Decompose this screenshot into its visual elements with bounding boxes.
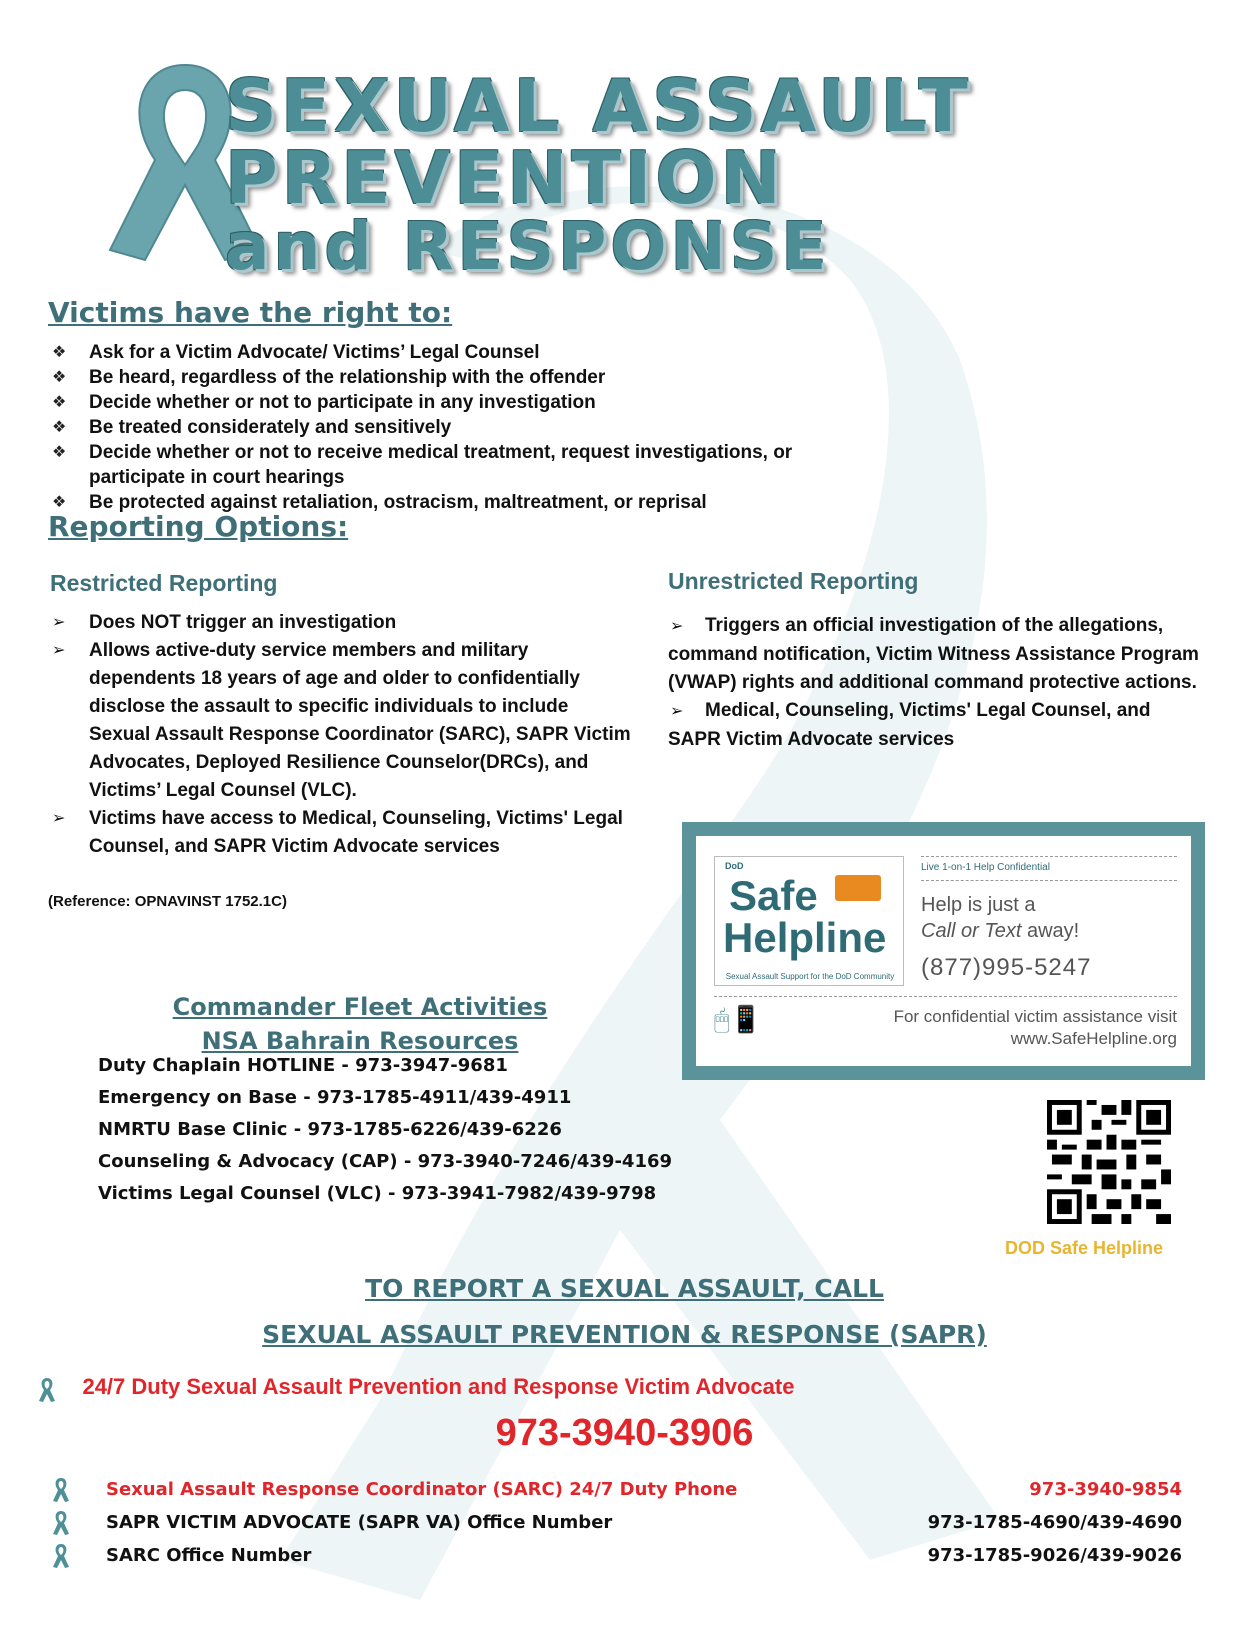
restricted-reporting-title: Restricted Reporting [50, 570, 278, 596]
arrow-bullet-icon: ➢ [670, 618, 684, 635]
arrow-bullet-icon: ➢ [52, 614, 66, 631]
teal-ribbon-icon [38, 1377, 56, 1403]
diamond-bullet-icon: ❖ [52, 444, 67, 461]
phone-row-sapr-va [52, 1508, 1182, 1540]
diamond-bullet-icon: ❖ [52, 369, 67, 386]
phone-number[interactable]: 973-1785-4690/439-4690 [927, 1512, 1182, 1533]
list-item: ➢ Allows active-duty service members and military dependents 18 years of age and older to confidentially disclose the assault to specific individuals to include Sexual Assault Response Coordinator (SARC), SAPR Victim Advocates, Deployed Resilience Counselor(DRCs), and Victims’ Legal Counsel (VLC). [52, 637, 632, 805]
duty-advocate-label: 24/7 Duty Sexual Assault Prevention and Response Victim Advocate [82, 1374, 795, 1399]
mouse-phone-icon: 🖱📱 [714, 1004, 762, 1034]
list-item: ❖ Ask for a Victim Advocate/ Victims’ Legal Counsel [52, 342, 540, 363]
list-item: ❖ Be heard, regardless of the relationship with the offender [52, 367, 606, 388]
helpline-top-text: Live 1-on-1 Help Confidential [921, 862, 1050, 873]
contact-line: Victims Legal Counsel (VLC) - 973-3941-7982/439-9798 [98, 1183, 657, 1204]
resources-title-1: Commander Fleet Activities [172, 993, 548, 1021]
restricted-list [52, 609, 632, 861]
diamond-bullet-icon: ❖ [52, 344, 67, 361]
contact-line: Emergency on Base - 973-1785-4911/439-4911 [98, 1087, 572, 1108]
unrestricted-text [668, 612, 1208, 754]
divider [921, 880, 1177, 881]
rights-list [52, 340, 882, 515]
phone-row-sarc-office [52, 1541, 1182, 1573]
arrow-bullet-icon: ➢ [52, 810, 66, 827]
phone-number[interactable]: 973-3940-9854 [1029, 1479, 1182, 1500]
reference-note: (Reference: OPNAVINST 1752.1C) [48, 893, 287, 910]
safe-helpline-card [682, 822, 1205, 1080]
title-line-2: PREVENTION [225, 136, 785, 220]
list-item: ❖ Decide whether or not to receive medical treatment, request investigations, or participate in court hearings [52, 442, 793, 488]
qr-label: DOD Safe Helpline [1005, 1238, 1164, 1258]
report-heading-1: TO REPORT A SEXUAL ASSAULT, CALL [365, 1274, 884, 1303]
helpline-url[interactable]: www.SafeHelpline.org [1010, 1029, 1177, 1048]
unrestricted-item: ➢ Medical, Counseling, Victims' Legal Counsel, and SAPR Victim Advocate services [668, 700, 1151, 750]
unrestricted-item: ➢ Triggers an official investigation of the allegations, command notification, Victim Witness Assistance Program (VWAP) rights and additional command protective actions. [668, 615, 1199, 693]
list-item: ➢ Does NOT trigger an investigation [52, 609, 632, 637]
chat-bubble-icon [835, 875, 881, 901]
teal-ribbon-icon [52, 1510, 70, 1536]
report-heading-2: SEXUAL ASSAULT PREVENTION & RESPONSE (SAPR) [262, 1320, 987, 1349]
arrow-bullet-icon: ➢ [670, 703, 684, 720]
phone-number[interactable]: 973-1785-9026/439-9026 [927, 1545, 1182, 1566]
phone-label: SARC Office Number [106, 1545, 312, 1566]
phone-row-sarc-duty [52, 1475, 1182, 1507]
title-line-3: and RESPONSE [225, 208, 831, 285]
phone-label: SAPR VICTIM ADVOCATE (SAPR VA) Office Number [106, 1512, 613, 1533]
divider [714, 996, 1177, 997]
diamond-bullet-icon: ❖ [52, 494, 67, 511]
arrow-bullet-icon: ➢ [52, 642, 66, 659]
title-line-1: SEXUAL ASSAULT [225, 64, 972, 148]
contact-line: Counseling & Advocacy (CAP) - 973-3940-7246/439-4169 [98, 1151, 673, 1172]
reporting-heading: Reporting Options: [48, 510, 349, 543]
qr-code[interactable] [1047, 1100, 1171, 1224]
contact-line: NMRTU Base Clinic - 973-1785-6226/439-6226 [98, 1119, 562, 1140]
helpline-line-1: Help is just a [921, 894, 1036, 916]
helpline-line-2: Call or Text away! [921, 920, 1080, 942]
safe-helpline-logo: DoD Safe Helpline Sexual Assault Support for the DoD Community [714, 856, 904, 986]
contact-line: Duty Chaplain HOTLINE - 973-3947-9681 [98, 1055, 508, 1076]
duty-advocate-row [38, 1374, 794, 1403]
list-item: ❖ Decide whether or not to participate in any investigation [52, 392, 596, 413]
helpline-phone: (877)995-5247 [921, 954, 1092, 981]
resources-title-2: NSA Bahrain Resources [201, 1027, 519, 1055]
rights-heading: Victims have the right to: [48, 296, 453, 329]
helpline-visit-text: For confidential victim assistance visit www.SafeHelpline.org [893, 1007, 1177, 1048]
diamond-bullet-icon: ❖ [52, 419, 67, 436]
list-item: ➢ Victims have access to Medical, Counseling, Victims' Legal Counsel, and SAPR Victim Advocate services [52, 805, 632, 861]
duty-advocate-phone[interactable]: 973-3940-3906 [495, 1412, 754, 1454]
diamond-bullet-icon: ❖ [52, 394, 67, 411]
page-title [225, 64, 972, 285]
list-item: ❖ Be protected against retaliation, ostracism, maltreatment, or reprisal [52, 492, 707, 513]
phone-label: Sexual Assault Response Coordinator (SARC) 24/7 Duty Phone [106, 1479, 738, 1500]
divider [921, 856, 1177, 857]
unrestricted-reporting-title: Unrestricted Reporting [668, 568, 919, 594]
resources-contacts [98, 1050, 672, 1210]
teal-ribbon-icon [52, 1477, 70, 1503]
teal-ribbon-icon [52, 1543, 70, 1569]
list-item: ❖ Be treated considerately and sensitively [52, 417, 452, 438]
